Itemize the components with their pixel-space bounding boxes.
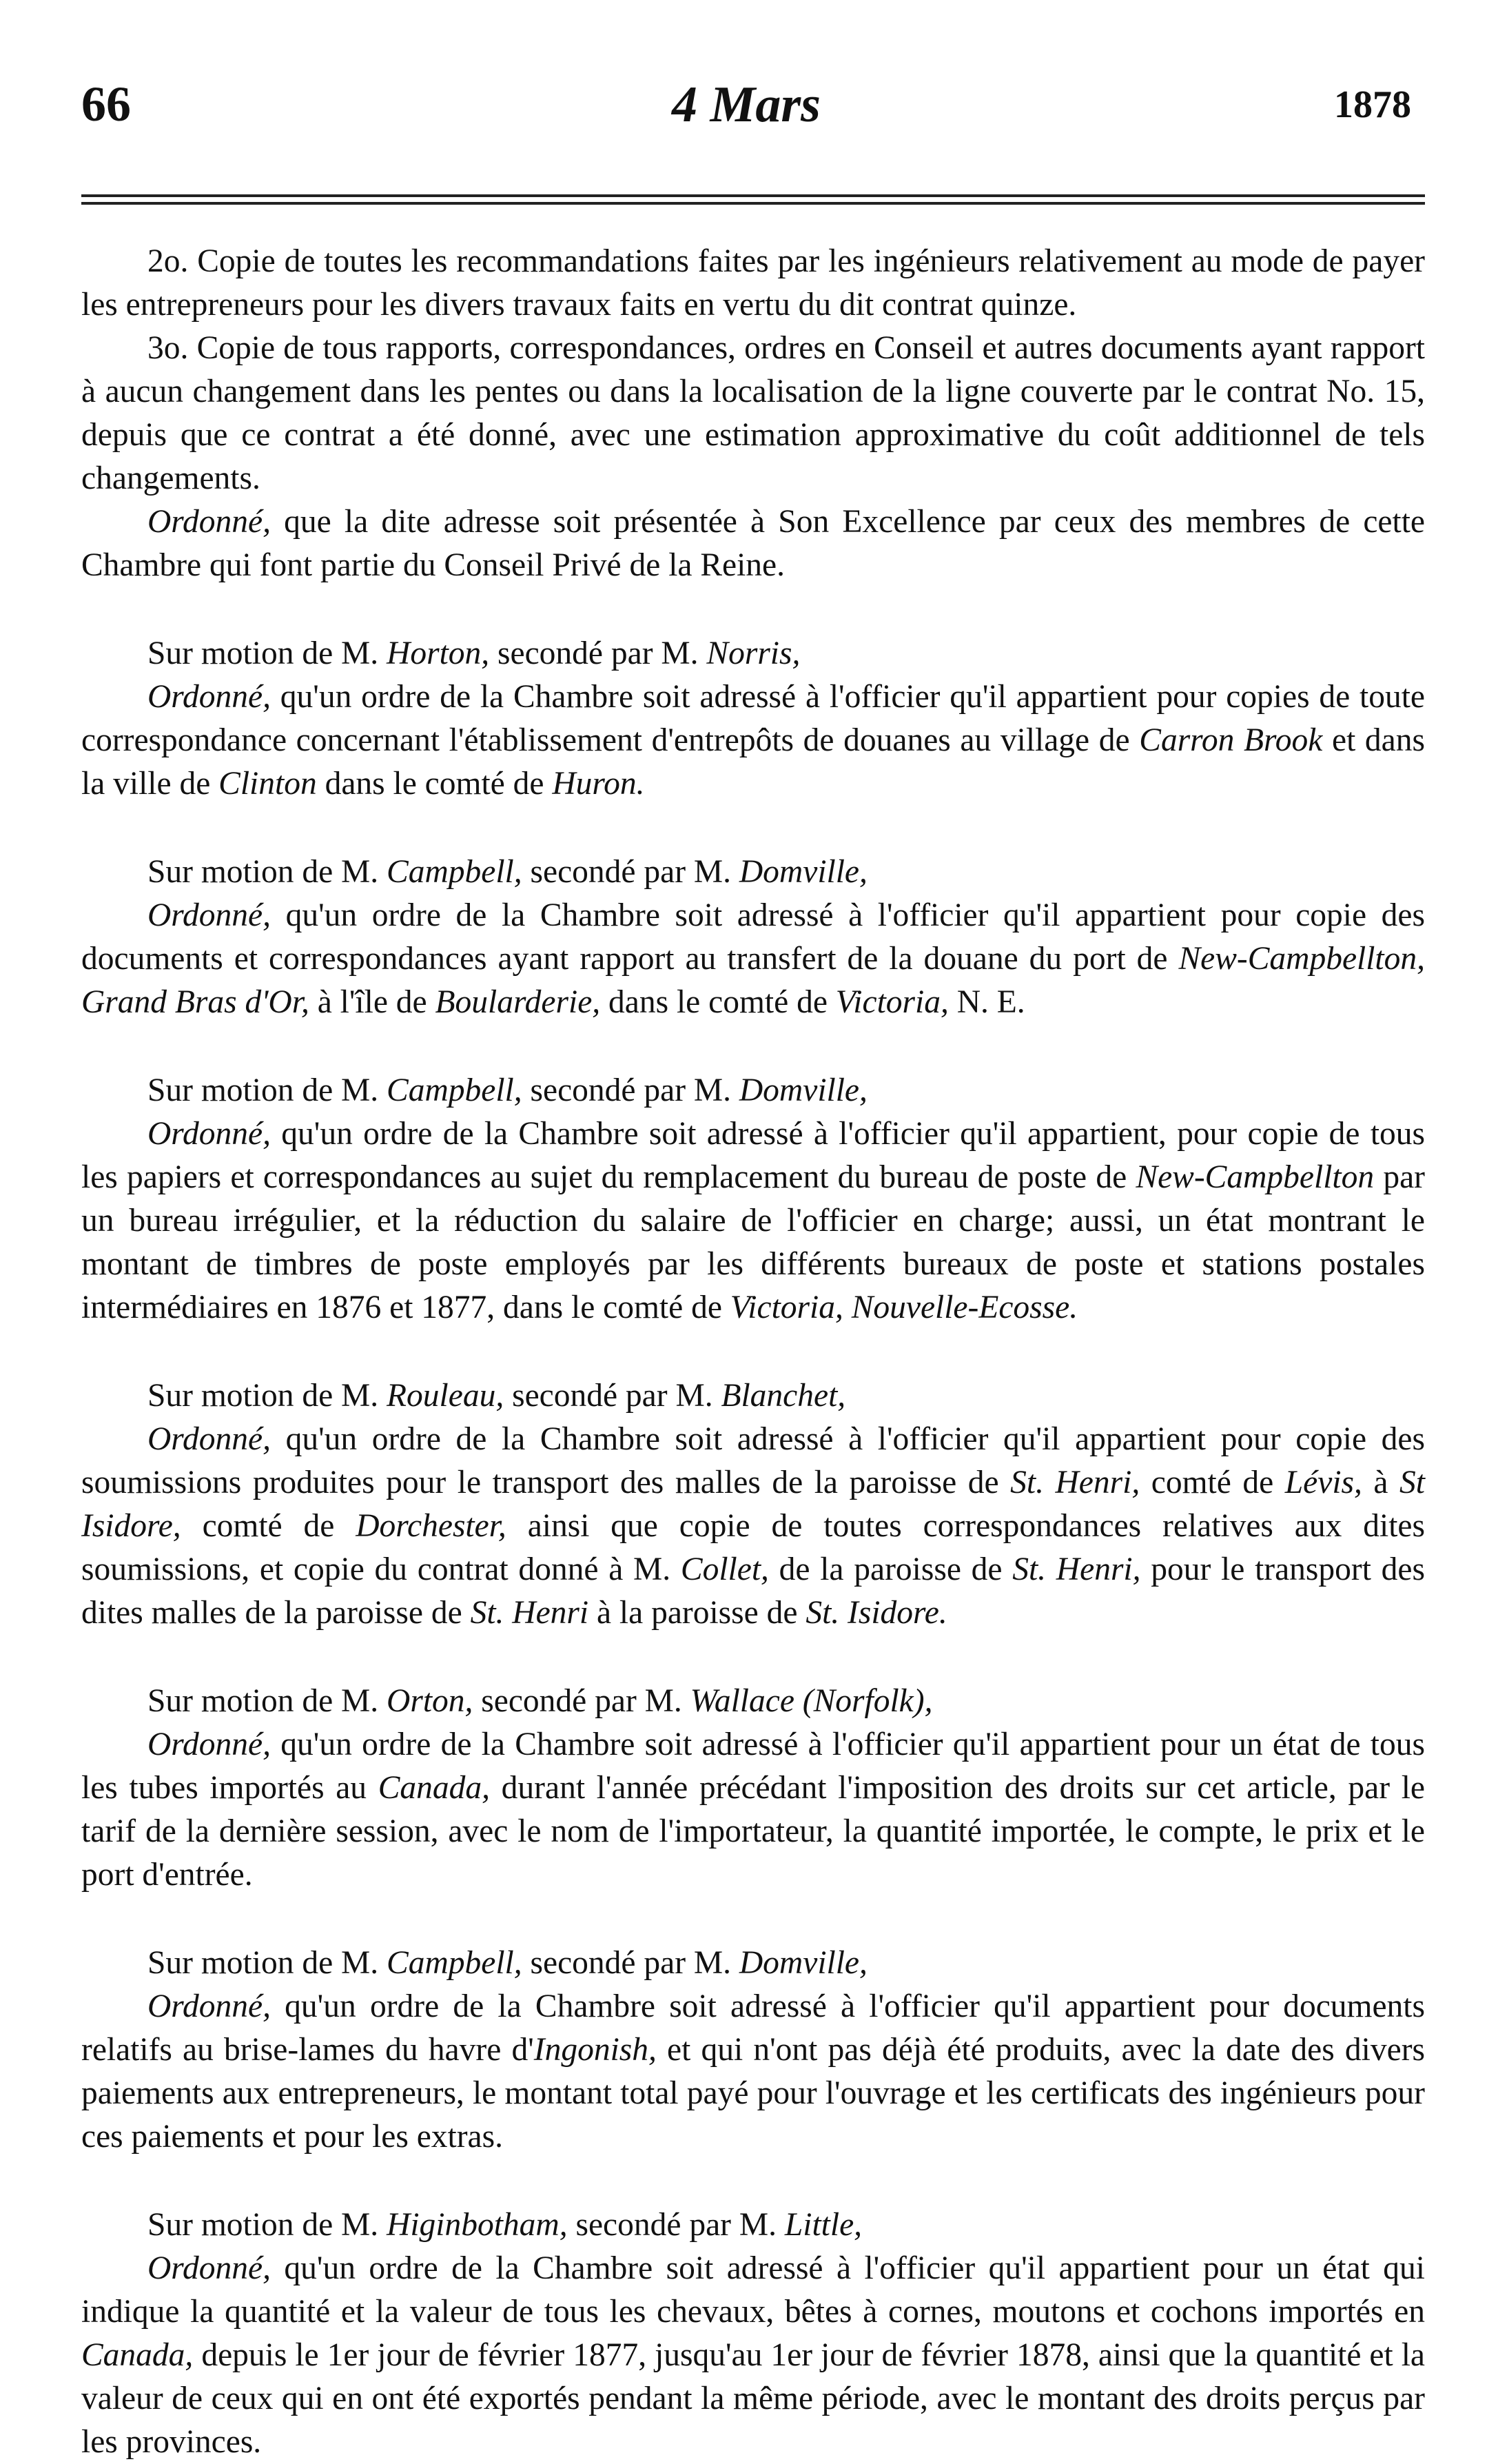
text-run: comté de [181,1508,356,1544]
italic-text: Norris, [706,635,801,671]
italic-text: Campbell, [387,854,522,890]
paragraph-p-m1 [81,632,1425,675]
text-run: Sur motion de M. [147,635,387,671]
italic-text: Rouleau, [387,1378,504,1414]
text-run: qu'un ordre de la Chambre soit adressé à l'officier qu'il appartient pour un état de tous les tubes importés au [81,1727,1425,1806]
italic-text: Blanchet, [721,1378,846,1414]
italic-text: Ordonné, [147,897,271,933]
paragraph-p-o5 [81,1723,1425,1897]
italic-text: Clinton [218,766,317,802]
italic-text: Ordonné, [147,1116,271,1152]
header-double-rule [81,194,1425,210]
italic-text: Horton, [387,635,490,671]
text-run: Sur motion de M. [147,1683,387,1719]
text-run: dans le comté de [600,984,836,1020]
text-run: depuis le 1er jour de février 1877, jusqu'au 1er jour de février 1878, ainsi que la quantité et la valeur de ceux qui en ont été exportés pendant la même période, avec le montant des droits perçus par les provinces. [81,2337,1425,2460]
paragraph-p-o4 [81,1418,1425,1635]
text-run: qu'un ordre de la Chambre soit adressé à l'officier qu'il appartient pour documents relatifs au brise-lames du havre d' [81,1988,1425,2068]
italic-text: St. Henri, [1012,1551,1141,1587]
text-run: que la dite adresse soit présentée à Son Excellence par ceux des membres de cette Chambre qui font partie du Conseil Privé de la Reine. [81,504,1425,583]
italic-text: Domville, [739,1945,868,1981]
italic-text: St. Henri, [1010,1465,1140,1500]
paragraph-p-o1 [81,675,1425,806]
italic-text: Domville, [739,1072,868,1108]
text-run: à [1362,1465,1400,1500]
paragraph-p-o6 [81,1985,1425,2159]
paragraph-p-m6 [81,1942,1425,1985]
italic-text: Campbell, [387,1945,522,1981]
italic-text: Ingonish, [533,2032,657,2068]
italic-text: Wallace (Norfolk), [690,1683,933,1719]
text-run: par un bureau irrégulier, et la réduction du salaire de l'officier en charge; aussi, un état montrant le montant de timbres de poste employés par les différents bureaux de poste et stations postales intermédiaires en 1876 et 1877, dans le comté de [81,1159,1425,1325]
italic-text: Ordonné, [147,1727,271,1762]
italic-text: Higinbotham, [387,2207,568,2243]
italic-text: Ordonné, [147,679,271,715]
text-run: pour le transport des dites malles de la paroisse de [81,1551,1425,1631]
text-run: secondé par M. [522,1072,739,1108]
text-run: Sur motion de M. [147,854,387,890]
text-run: Sur motion de M. [147,1945,387,1981]
text-run: comté de [1140,1465,1285,1500]
italic-text: Collet, [680,1551,769,1587]
paragraph-p-m4 [81,1374,1425,1418]
italic-text: Lévis, [1284,1465,1362,1500]
paragraph-p-o3 [81,1112,1425,1330]
italic-text: New-Campbellton [1136,1159,1375,1195]
paragraph-p-m2 [81,851,1425,894]
text-run: ainsi que copie de toutes correspondances relatives aux dites soumissions, et copie du contrat donné à M. [81,1508,1425,1587]
italic-text: Canada, [81,2337,194,2373]
italic-text: Domville, [739,854,868,890]
text-run: à la paroisse de [588,1595,806,1631]
text-run: 2o. Copie de toutes les recommandations faites par les ingénieurs relativement au mode de payer les entrepreneurs pour les divers travaux faits en vertu du dit contrat quinze. [81,243,1425,323]
paragraph-p-o2 [81,894,1425,1024]
text-run: secondé par M. [489,635,707,671]
paragraph-p-m7 [81,2203,1425,2247]
italic-text: Boularderie, [435,984,601,1020]
italic-text: Carron Brook [1139,722,1323,758]
italic-text: St. Isidore. [806,1595,947,1631]
page-date: 4 Mars [672,77,821,133]
italic-text: Campbell, [387,1072,522,1108]
paragraph-p3o [81,327,1425,500]
paragraph-p2o [81,240,1425,327]
text-run: 3o. Copie de tous rapports, correspondances, ordres en Conseil et autres documents ayant rapport à aucun changement dans les pentes ou dans la localisation de la ligne couverte par le contrat No. 15, depuis que ce contrat a été donné, avec une estimation approximative du coût additionnel de tels changements. [81,330,1425,496]
italic-text: Orton, [387,1683,473,1719]
text-run: secondé par M. [567,2207,785,2243]
italic-text: Victoria, Nouvelle-Ecosse. [730,1290,1078,1325]
text-run: secondé par M. [522,854,739,890]
text-run: N. E. [948,984,1025,1020]
text-run: de la paroisse de [768,1551,1013,1587]
text-run: secondé par M. [522,1945,739,1981]
text-run: qu'un ordre de la Chambre soit adressé à l'officier qu'il appartient pour copie des soumissions produites pour le transport des malles de la paroisse de [81,1421,1425,1500]
italic-text: St Isidore, [81,1465,1425,1544]
italic-text: Ordonné, [147,504,271,540]
italic-text: Canada, [378,1770,491,1806]
italic-text: Ordonné, [147,2250,271,2286]
paragraph-p-o7 [81,2247,1425,2464]
text-run: qu'un ordre de la Chambre soit adressé à l'officier qu'il appartient, pour copie de tous les papiers et correspondances au sujet du remplacement du bureau de poste de [81,1116,1425,1195]
document-body [81,240,1425,2464]
text-run: dans le comté de [316,766,553,802]
italic-text: Ordonné, [147,1421,271,1457]
text-run: Sur motion de M. [147,2207,387,2243]
text-run: qu'un ordre de la Chambre soit adressé à l'officier qu'il appartient pour copies de toute correspondance concernant l'établissement d'entrepôts de douanes au village de [81,679,1425,758]
text-run: et qui n'ont pas déjà été produits, avec la date des divers paiements aux entrepreneurs, le montant total payé pour l'ouvrage et les certificats des ingénieurs pour ces paiements et pour les extras. [81,2032,1425,2155]
text-run: qu'un ordre de la Chambre soit adressé à l'officier qu'il appartient pour un état qui indique la quantité et la valeur de tous les chevaux, bêtes à cornes, moutons et cochons importés en [81,2250,1425,2330]
italic-text: Ordonné, [147,1988,271,2024]
text-run: secondé par M. [504,1378,721,1414]
italic-text: St. Henri [470,1595,589,1631]
italic-text: New-Campbellton, Grand Bras d'Or, [81,941,1425,1020]
text-run: durant l'année précédant l'imposition des droits sur cet article, par le tarif de la dernière session, avec le nom de l'importateur, la quantité importée, le compte, le prix et le port d'entrée. [81,1770,1425,1893]
text-run: qu'un ordre de la Chambre soit adressé à l'officier qu'il appartient pour copie des documents et correspondances ayant rapport au transfert de la douane du port de [81,897,1425,977]
page-header [81,76,1411,152]
text-run: à l'île de [309,984,435,1020]
italic-text: Dorchester, [356,1508,506,1544]
paragraph-p-m3 [81,1069,1425,1112]
paragraph-p-m5 [81,1680,1425,1723]
page-number: 66 [81,77,131,132]
italic-text: Little, [784,2207,863,2243]
text-run: Sur motion de M. [147,1072,387,1108]
paragraph-p-ord1 [81,500,1425,587]
text-run: et dans la ville de [81,722,1426,802]
page-year: 1878 [1334,83,1411,126]
text-run: Sur motion de M. [147,1378,387,1414]
italic-text: Victoria, [835,984,949,1020]
italic-text: Huron. [552,766,645,802]
text-run: secondé par M. [473,1683,690,1719]
